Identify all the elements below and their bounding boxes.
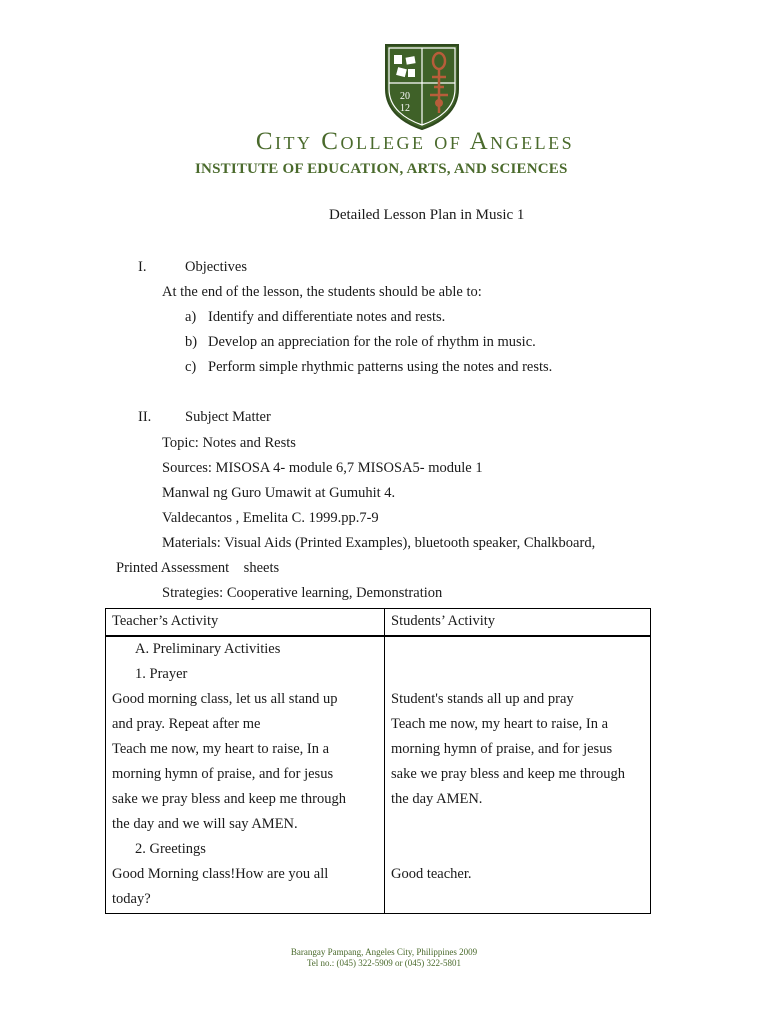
student-line: sake we pray bless and keep me through [391, 766, 625, 782]
objective-item: Perform simple rhythmic patterns using the notes and rests. [208, 359, 553, 375]
subject-materials: Materials: Visual Aids (Printed Examples), bluetooth speaker, Chalkboard, [162, 535, 596, 551]
subject-topic: Topic: Notes and Rests [162, 435, 296, 451]
subject-reference: Manwal ng Guro Umawit at Gumuhit 4. [162, 485, 396, 501]
student-line: the day AMEN. [391, 791, 483, 807]
teacher-line: the day and we will say AMEN. [112, 816, 298, 832]
logo-year-top: 20 [400, 91, 410, 102]
section1-numeral: I. [138, 259, 147, 275]
section2-numeral: II. [138, 409, 152, 425]
logo-year-bottom: 12 [400, 103, 410, 114]
teacher-line: today? [112, 891, 151, 907]
teacher-line: Teach me now, my heart to raise, In a [112, 741, 330, 757]
student-line: Good teacher. [391, 866, 472, 882]
teacher-line: Good Morning class!How are you all [112, 866, 329, 882]
college-name: City College of Angeles [255, 128, 575, 155]
teacher-line: and pray. Repeat after me [112, 716, 261, 732]
teacher-line: 1. Prayer [135, 666, 188, 682]
subject-strategies: Strategies: Cooperative learning, Demonstration [162, 585, 443, 601]
teacher-line: 2. Greetings [135, 841, 206, 857]
subject-materials-cont: Printed Assessment sheets [116, 560, 280, 576]
teacher-line: morning hymn of praise, and for jesus [112, 766, 334, 782]
objective-marker: b) [185, 334, 198, 350]
objective-item: Identify and differentiate notes and rests. [208, 309, 446, 325]
teacher-line: A. Preliminary Activities [135, 641, 281, 657]
student-line [391, 837, 644, 862]
activities-table [105, 608, 651, 914]
institute-name: INSTITUTE OF EDUCATION, ARTS, AND SCIENCES [195, 161, 568, 177]
document-title: Detailed Lesson Plan in Music 1 [329, 207, 525, 223]
footer-tel: Tel no.: (045) 322-5909 or (045) 322-5801 [306, 958, 462, 968]
subject-sources: Sources: MISOSA 4- module 6,7 MISOSA5- module 1 [162, 460, 483, 476]
teacher-line: Good morning class, let us all stand up [112, 691, 338, 707]
student-line [391, 887, 644, 912]
students-activity-cell [385, 636, 651, 914]
footer-address: Barangay Pampang, Angeles City, Philippines 2009 [290, 947, 478, 957]
objective-item: Develop an appreciation for the role of rhythm in music. [208, 334, 536, 350]
student-line [391, 662, 644, 687]
objective-marker: a) [185, 309, 197, 325]
section1-intro: At the end of the lesson, the students should be able to: [162, 284, 482, 300]
teacher-line: sake we pray bless and keep me through [112, 791, 346, 807]
student-line [391, 637, 644, 662]
section2-heading: Subject Matter [185, 409, 271, 425]
student-line: Student's stands all up and pray [391, 691, 574, 707]
objective-marker: c) [185, 359, 197, 375]
student-line [391, 812, 644, 837]
students-activity-header: Students’ Activity [385, 609, 651, 637]
student-line: Teach me now, my heart to raise, In a [391, 716, 609, 732]
subject-author: Valdecantos , Emelita C. 1999.pp.7-9 [162, 510, 379, 526]
section1-heading: Objectives [185, 259, 248, 275]
teacher-activity-header: Teacher’s Activity [106, 609, 385, 637]
student-line: morning hymn of praise, and for jesus [391, 741, 613, 757]
college-seal-logo [384, 43, 460, 131]
teacher-activity-cell [106, 636, 385, 914]
